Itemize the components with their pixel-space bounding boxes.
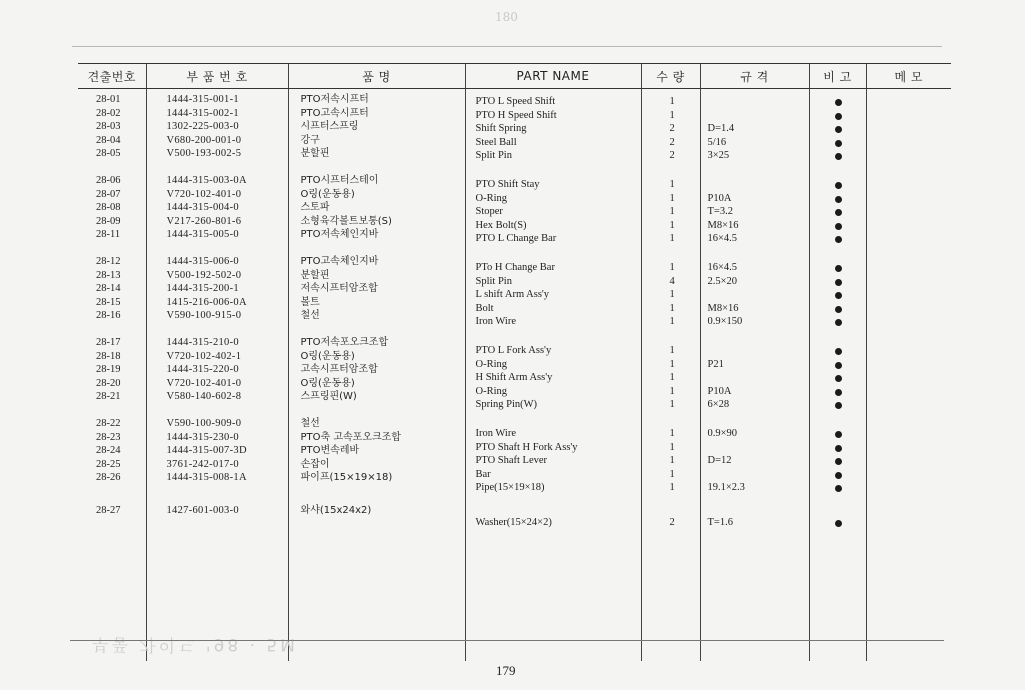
part-number: 1444-315-002-1 [166, 107, 239, 119]
part-number: V217-260-801-6 [166, 215, 242, 227]
index-number: 28-20 [96, 377, 121, 389]
quantity: 1 [669, 233, 675, 245]
quantity: 4 [669, 275, 675, 287]
english-part-name: PTo H Change Bar [475, 262, 555, 273]
english-part-name: Bolt [475, 302, 494, 314]
english-part-name: PTO Shaft H Fork Ass'y [475, 441, 578, 453]
header-remarks: 비 고 [809, 64, 866, 89]
column-part-name [465, 89, 641, 662]
specification: M8×16 [707, 302, 739, 314]
english-part-name: O-Ring [475, 358, 507, 370]
specification: P10A [707, 385, 732, 397]
specification: D=1.4 [707, 123, 735, 135]
specification: 0.9×90 [707, 428, 738, 439]
specification: P10A [707, 192, 732, 204]
korean-part-name: 철선 [300, 418, 320, 429]
quantity: 1 [669, 482, 675, 494]
remark-dot-icon [835, 402, 842, 409]
remark-dot-icon [835, 445, 842, 452]
quantity: 1 [669, 358, 675, 370]
header-part-number: 부 품 번 호 [146, 64, 288, 89]
index-number: 28-19 [96, 364, 121, 376]
remark-dot-icon [835, 209, 842, 216]
korean-part-name: O링(운동용) [300, 377, 355, 389]
specification: M8×16 [707, 219, 739, 231]
remark-dot-icon [835, 182, 842, 189]
remark-dot-icon [835, 140, 842, 147]
english-part-name: Iron Wire [475, 316, 516, 328]
korean-part-name: 저속시프터암조합 [300, 283, 378, 295]
english-part-name: Bar [475, 468, 491, 480]
parts-table [78, 63, 951, 661]
korean-part-name: 손잡이 [300, 458, 330, 470]
part-number: 1444-315-005-0 [166, 229, 239, 241]
english-part-name: Stoper [475, 206, 503, 218]
part-number: V720-102-401-0 [166, 377, 242, 389]
specification: 16×4.5 [707, 233, 738, 245]
part-number: 1415-216-006-0A [166, 296, 247, 308]
bleed-through-footer: 부품 가이드 '98 · 5M [92, 634, 298, 654]
remark-dot-icon [835, 126, 842, 133]
specification: 3×25 [707, 150, 730, 162]
korean-part-name: 스프링핀(W) [300, 391, 357, 403]
index-number: 28-01 [96, 94, 121, 105]
remark-dot-icon [835, 265, 842, 272]
korean-part-name: O링(운동용) [300, 350, 355, 362]
quantity: 1 [669, 399, 675, 411]
bottom-rule [70, 640, 944, 641]
quantity: 1 [669, 192, 675, 204]
remark-dot-icon [835, 99, 842, 106]
korean-part-name: PTO고속체인지바 [300, 256, 379, 267]
index-number: 28-14 [96, 283, 121, 295]
part-number: V500-192-502-0 [166, 269, 242, 281]
part-number: V680-200-001-0 [166, 134, 242, 146]
remark-dot-icon [835, 306, 842, 313]
header-korean-name: 품 명 [288, 64, 465, 89]
korean-part-name: 소형육각볼트보통(S) [300, 215, 392, 227]
part-number: V580-140-602-8 [166, 391, 242, 403]
part-number: V590-100-915-0 [166, 310, 242, 322]
specification: T=1.6 [707, 517, 733, 528]
english-part-name: H Shift Arm Ass'y [475, 372, 553, 384]
index-number: 28-24 [96, 445, 121, 457]
korean-part-name: 볼트 [300, 296, 320, 308]
quantity: 1 [669, 316, 675, 328]
english-part-name: PTO L Speed Shift [475, 96, 556, 107]
quantity: 1 [669, 385, 675, 397]
korean-part-name: 와샤(15x24x2) [300, 505, 372, 516]
english-part-name: O-Ring [475, 192, 507, 204]
quantity: 1 [669, 428, 675, 439]
quantity: 1 [669, 345, 675, 356]
part-number: V720-102-401-0 [166, 188, 242, 200]
index-number: 28-12 [96, 256, 121, 267]
quantity: 1 [669, 372, 675, 384]
index-number: 28-04 [96, 134, 121, 146]
index-number: 28-22 [96, 418, 121, 429]
remark-dot-icon [835, 279, 842, 286]
specification: P21 [707, 358, 724, 370]
quantity: 1 [669, 96, 675, 107]
index-number: 28-25 [96, 458, 121, 470]
header-quantity: 수 량 [641, 64, 700, 89]
index-number: 28-27 [96, 505, 121, 516]
korean-part-name: PTO저속포오크조합 [300, 337, 389, 348]
remark-dot-icon [835, 153, 842, 160]
header-specification: 규 격 [700, 64, 809, 89]
quantity: 1 [669, 262, 675, 273]
english-part-name: Split Pin [475, 150, 512, 162]
english-part-name: PTO Shift Stay [475, 179, 540, 190]
quantity: 1 [669, 441, 675, 453]
part-number: 1444-315-003-0A [166, 175, 247, 186]
header-index-no: 견출번호 [78, 64, 146, 89]
page-number: 179 [496, 663, 516, 678]
quantity: 1 [669, 219, 675, 231]
korean-part-name: 강구 [300, 134, 320, 146]
bleed-through-page-number: 180 [495, 10, 518, 24]
part-number: 3761-242-017-0 [166, 458, 239, 470]
column-memo [866, 89, 951, 662]
korean-part-name: 고속시프터암조합 [300, 364, 378, 376]
quantity: 2 [669, 150, 675, 162]
remark-dot-icon [835, 196, 842, 203]
quantity: 2 [669, 123, 675, 135]
remark-dot-icon [835, 389, 842, 396]
index-number: 28-11 [96, 229, 121, 241]
index-number: 28-13 [96, 269, 121, 281]
index-number: 28-07 [96, 188, 121, 200]
index-number: 28-15 [96, 296, 121, 308]
korean-part-name: 분할핀 [300, 148, 330, 160]
korean-part-name: PTO저속체인지바 [300, 229, 379, 241]
specification: 0.9×150 [707, 316, 743, 328]
english-part-name: Split Pin [475, 275, 512, 287]
english-part-name: Hex Bolt(S) [475, 219, 527, 231]
column-quantity [641, 89, 700, 662]
remark-dot-icon [835, 292, 842, 299]
top-rule [72, 46, 942, 47]
korean-part-name: PTO축 고속포오크조합 [300, 431, 401, 443]
index-number: 28-03 [96, 121, 121, 133]
korean-part-name: 철선 [300, 310, 320, 322]
part-number: 1444-315-004-0 [166, 202, 239, 214]
part-number: 1427-601-003-0 [166, 505, 239, 516]
specification: 19.1×2.3 [707, 482, 745, 494]
english-part-name: PTO H Speed Shift [475, 109, 557, 121]
specification: T=3.2 [707, 206, 733, 218]
english-part-name: Spring Pin(W) [475, 399, 538, 411]
part-number: 1444-315-210-0 [166, 337, 239, 348]
part-number: 1444-315-006-0 [166, 256, 239, 267]
specification: 16×4.5 [707, 262, 738, 273]
korean-part-name: PTO저속시프터 [300, 94, 369, 105]
english-part-name: Iron Wire [475, 428, 516, 439]
remark-dot-icon [835, 431, 842, 438]
english-part-name: Washer(15×24×2) [475, 517, 552, 528]
part-number: 1444-315-007-3D [166, 445, 247, 457]
quantity: 1 [669, 455, 675, 467]
remark-dot-icon [835, 458, 842, 465]
quantity: 2 [669, 136, 675, 148]
header-memo: 메 모 [866, 64, 951, 89]
index-number: 28-09 [96, 215, 121, 227]
remark-dot-icon [835, 362, 842, 369]
remark-dot-icon [835, 375, 842, 382]
index-number: 28-05 [96, 148, 121, 160]
index-number: 28-26 [96, 472, 121, 484]
part-number: 1444-315-200-1 [166, 283, 239, 295]
korean-part-name: 스토파 [300, 202, 330, 214]
index-number: 28-23 [96, 431, 121, 443]
remark-dot-icon [835, 319, 842, 326]
remark-dot-icon [835, 236, 842, 243]
remark-dot-icon [835, 520, 842, 527]
column-part-number [146, 89, 288, 662]
korean-part-name: 파이프(15×19×18) [300, 472, 393, 484]
english-part-name: Steel Ball [475, 136, 517, 148]
part-number: V720-102-402-1 [166, 350, 242, 362]
english-part-name: Pipe(15×19×18) [475, 482, 545, 494]
column-specification [700, 89, 809, 662]
index-number: 28-08 [96, 202, 121, 214]
remark-dot-icon [835, 113, 842, 120]
part-number: 1444-315-220-0 [166, 364, 239, 376]
index-number: 28-16 [96, 310, 121, 322]
remark-dot-icon [835, 472, 842, 479]
korean-part-name: PTO시프터스테이 [300, 175, 379, 186]
quantity: 1 [669, 179, 675, 190]
index-number: 28-21 [96, 391, 121, 403]
remark-dot-icon [835, 485, 842, 492]
specification: 6×28 [707, 399, 730, 411]
table-body-row [78, 89, 951, 662]
quantity: 1 [669, 289, 675, 301]
quantity: 1 [669, 206, 675, 218]
korean-part-name: PTO변속레바 [300, 445, 360, 457]
english-part-name: Shift Spring [475, 123, 527, 135]
english-part-name: O-Ring [475, 385, 507, 397]
part-number: 1444-315-001-1 [166, 94, 239, 105]
part-number: 1302-225-003-0 [166, 121, 239, 133]
index-number: 28-06 [96, 175, 121, 186]
english-part-name: PTO L Change Bar [475, 233, 557, 245]
header-part-name: PART NAME [465, 64, 641, 89]
part-number: V500-193-002-5 [166, 148, 242, 160]
remark-dot-icon [835, 348, 842, 355]
quantity: 2 [669, 517, 675, 528]
remark-dot-icon [835, 223, 842, 230]
korean-part-name: PTO고속시프터 [300, 107, 369, 119]
table-header-row [78, 64, 951, 89]
specification: 2.5×20 [707, 275, 738, 287]
specification: 5/16 [707, 136, 727, 148]
quantity: 1 [669, 302, 675, 314]
index-number: 28-18 [96, 350, 121, 362]
korean-part-name: 시프터스프링 [300, 121, 359, 133]
quantity: 1 [669, 468, 675, 480]
part-number: 1444-315-008-1A [166, 472, 247, 484]
column-korean-name [288, 89, 465, 662]
english-part-name: PTO Shaft Lever [475, 455, 548, 467]
specification: D=12 [707, 455, 732, 467]
column-index-no [78, 89, 146, 662]
korean-part-name: O링(운동용) [300, 188, 355, 200]
english-part-name: L shift Arm Ass'y [475, 289, 550, 301]
index-number: 28-17 [96, 337, 121, 348]
part-number: V590-100-909-0 [166, 418, 242, 429]
quantity: 1 [669, 109, 675, 121]
index-number: 28-02 [96, 107, 121, 119]
english-part-name: PTO L Fork Ass'y [475, 345, 552, 356]
part-number: 1444-315-230-0 [166, 431, 239, 443]
korean-part-name: 분할핀 [300, 269, 330, 281]
column-remarks [809, 89, 866, 662]
